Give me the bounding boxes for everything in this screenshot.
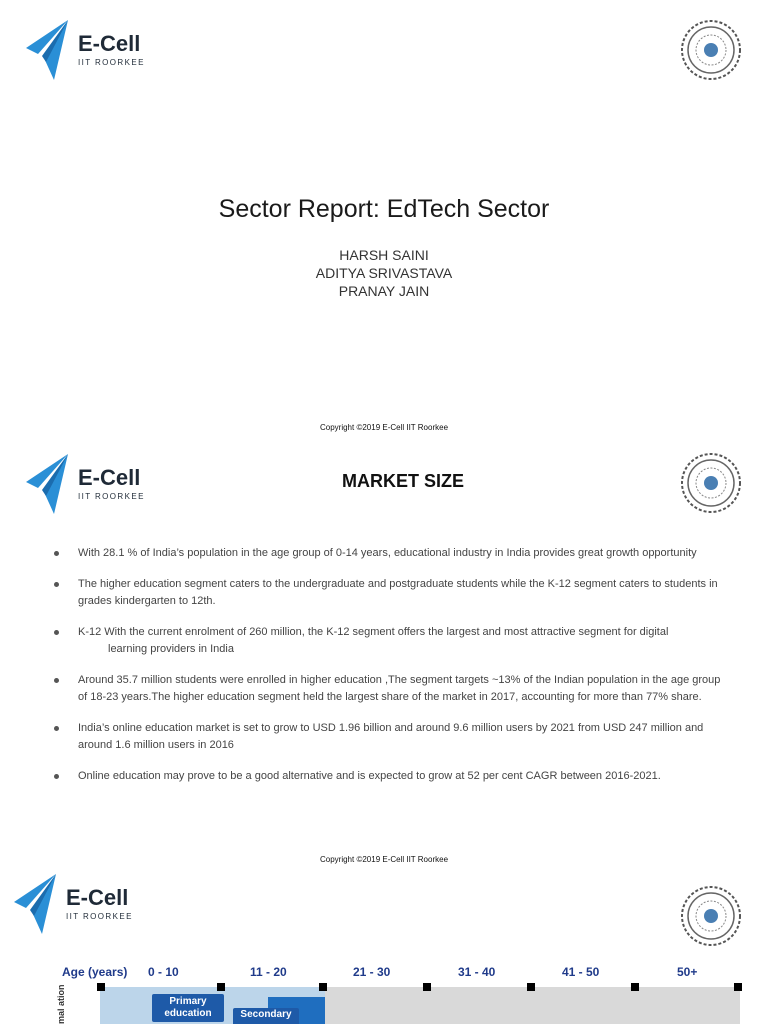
age-axis-label: Age (years) [62,965,128,979]
secondary-box: Secondary [233,1008,299,1024]
education-timeline-slide [0,870,768,1024]
bullet-text: Online education may prove to be a good alternative and is expected to grow at 52 per cent CAGR between 2016-2021. [78,770,661,782]
age-range: 50+ [677,965,698,979]
bullet-dot [54,678,59,683]
author-name: ADITYA SRIVASTAVA [315,265,453,281]
slide-heading: MARKET SIZE [341,471,464,491]
logo-name: E-Cell [78,31,141,56]
timeline-marker [97,983,105,991]
logo-sub: IIT ROORKEE [66,912,133,921]
market-size-slide [0,440,768,870]
bullet-dot [54,630,59,635]
list-item [38,545,728,562]
bullet-dot [54,774,59,779]
author-name: HARSH SAINI [339,247,429,263]
bullet-dot [54,726,59,731]
copyright: Copyright ©2019 E-Cell IIT Roorkee [319,423,449,432]
bullet-dot [54,551,59,556]
list-item [38,720,728,754]
bullet-dot [54,582,59,587]
bullet-text: The higher education segment caters to the undergraduate and postgraduate students while the K-12 segment caters to students in grades kindergarten to 12th. [78,578,718,607]
list-item [38,576,728,610]
copyright: Copyright ©2019 E-Cell IIT Roorkee [319,855,449,864]
age-range: 31 - 40 [458,965,496,979]
authors [0,246,768,300]
list-item [38,768,728,785]
age-range: 0 - 10 [148,965,179,979]
timeline-marker [734,983,742,991]
side-label: mal ation [56,984,66,1024]
ecell-rocket-icon [24,18,70,82]
iit-seal-icon [680,19,742,81]
bullet-text: India’s online education market is set to grow to USD 1.96 billion and around 9.6 million users by 2021 from USD 247 million and around 1.6 million users in 2016 [78,722,704,751]
author-name: PRANAY JAIN [338,283,430,299]
logo-name: E-Cell [66,885,129,910]
bullet-text: K-12 With the current enrolment of 260 million, the K-12 segment offers the largest and most attractive segment for digital [78,626,669,638]
timeline-marker [527,983,535,991]
iit-seal-icon [680,885,742,947]
list-item [38,624,728,658]
ecell-logo [12,872,133,936]
timeline-marker [631,983,639,991]
logo-sub: IIT ROORKEE [78,58,145,67]
timeline-marker [423,983,431,991]
ecell-rocket-icon [12,872,58,936]
age-range: 41 - 50 [562,965,600,979]
timeline-marker [319,983,327,991]
age-axis [0,965,768,983]
bullet-text: Around 35.7 million students were enrolled in higher education ,The segment targets ~13% of the Indian population in the age group of 18-23 years.The higher education segment held the largest share of the market in 2017, accounting for more than 77% share. [78,674,721,703]
primary-education-box: Primary education [152,994,224,1022]
title-slide [0,0,768,440]
list-item [38,672,728,706]
logo-name: E-Cell [78,465,141,490]
age-range: 11 - 20 [250,965,287,979]
bullet-text: With 28.1 % of India’s population in the age group of 0-14 years, educational industry in India provides great growth opportunity [78,547,697,559]
bullet-list [38,545,728,799]
logo-sub: IIT ROORKEE [78,492,145,501]
bullet-text-continued: learning providers in India [108,643,234,655]
ecell-logo [24,18,145,82]
timeline-marker [217,983,225,991]
age-range: 21 - 30 [353,965,391,979]
report-title: Sector Report: EdTech Sector [218,195,550,223]
